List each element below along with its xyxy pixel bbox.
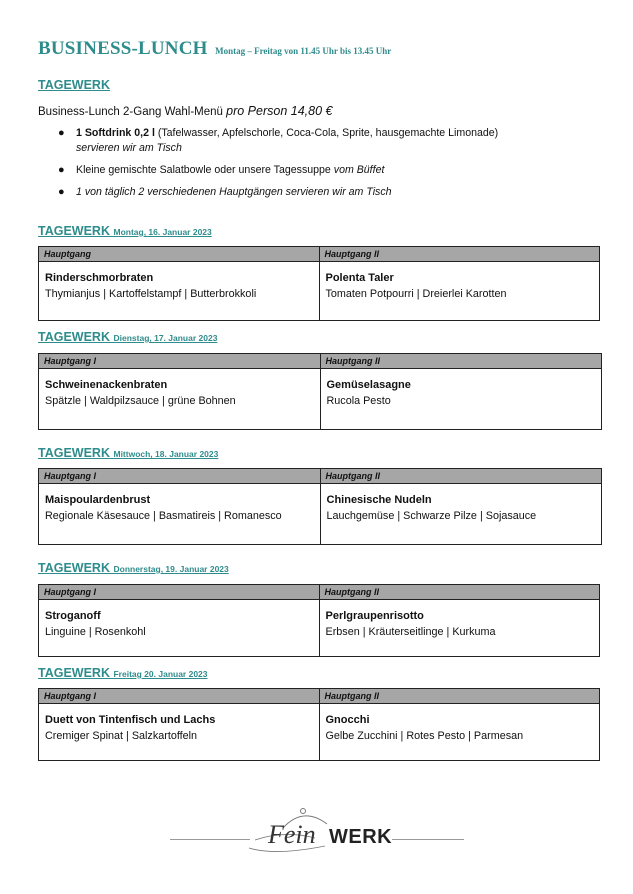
day-label: TAGEWERK — [38, 561, 110, 575]
table-header — [39, 354, 601, 369]
menu-table-wednesday — [38, 468, 602, 545]
dish-sides: Cremiger Spinat | Salzkartoffeln — [45, 730, 198, 742]
table-row — [39, 484, 601, 544]
day-title-tuesday — [38, 330, 217, 344]
day-label: TAGEWERK — [38, 224, 110, 238]
day-title-friday — [38, 666, 208, 680]
salad-soup-buffet: vom Büffet — [333, 164, 385, 176]
main-course-1 — [39, 262, 319, 320]
logo-script-text: Fein — [268, 820, 316, 849]
bullet-icon: ● — [58, 127, 65, 139]
dish-sides: Gelbe Zucchini | Rotes Pesto | Parmesan — [325, 730, 524, 742]
included-items-list — [58, 126, 618, 207]
table-row — [39, 262, 599, 320]
dish-sides: Spätzle | Waldpilzsauce | grüne Bohnen — [45, 395, 236, 407]
intro-text-prefix: Business-Lunch 2-Gang Wahl-Menü — [38, 106, 227, 118]
dish-name: Chinesische Nudeln — [326, 494, 432, 506]
dish-name: Schweinenackenbraten — [45, 379, 168, 391]
footer-divider-right — [392, 839, 464, 840]
day-date: Montag, 16. Januar 2023 — [113, 227, 212, 237]
column-header: Hauptgang I — [44, 691, 96, 701]
menu-table-friday — [38, 688, 600, 761]
day-label: TAGEWERK — [38, 446, 110, 460]
menu-table-thursday — [38, 584, 600, 657]
intro-price: pro Person 14,80 € — [226, 104, 333, 118]
dish-sides: Tomaten Potpourri | Dreierlei Karotten — [325, 288, 507, 300]
dish-sides: Lauchgemüse | Schwarze Pilze | Sojasauce — [326, 510, 537, 522]
page-title: BUSINESS-LUNCH — [38, 38, 208, 59]
dish-name: Maispoulardenbrust — [45, 494, 151, 506]
opening-hours: Montag – Freitag von 11.45 Uhr bis 13.45 Uhr — [215, 46, 392, 56]
table-row — [39, 704, 599, 760]
column-header: Hauptgang — [44, 249, 91, 259]
column-header: Hauptgang II — [319, 247, 600, 261]
list-item — [58, 185, 618, 200]
main-course-2 — [319, 600, 600, 656]
column-header: Hauptgang I — [44, 471, 96, 481]
intro-text — [38, 104, 332, 118]
main-course-1 — [39, 704, 319, 760]
day-label: TAGEWERK — [38, 666, 110, 680]
dish-sides: Linguine | Rosenkohl — [45, 626, 146, 638]
dish-sides: Erbsen | Kräuterseitlinge | Kurkuma — [325, 626, 496, 638]
column-header: Hauptgang II — [319, 585, 600, 599]
footer-divider-left — [170, 839, 250, 840]
dish-name: Duett von Tintenfisch und Lachs — [45, 714, 216, 726]
day-date: Freitag 20. Januar 2023 — [113, 669, 208, 679]
table-header — [39, 585, 599, 600]
day-title-thursday — [38, 561, 229, 575]
main-course-1 — [39, 484, 320, 544]
title-row — [38, 38, 391, 60]
table-header — [39, 247, 599, 262]
column-header: Hauptgang II — [319, 689, 600, 703]
softdrink-service: servieren wir am Tisch — [76, 142, 182, 154]
main-course-2 — [319, 704, 600, 760]
dish-name: Rinderschmorbraten — [45, 272, 154, 284]
dish-name: Perlgraupenrisotto — [325, 610, 424, 622]
main-course-2 — [320, 369, 602, 429]
main-course-1 — [39, 369, 320, 429]
table-header — [39, 689, 599, 704]
list-item — [58, 163, 618, 178]
main-course-2 — [319, 262, 600, 320]
column-header: Hauptgang II — [320, 354, 602, 368]
column-header: Hauptgang I — [44, 356, 96, 366]
day-label: TAGEWERK — [38, 330, 110, 344]
dish-sides: Rucola Pesto — [326, 395, 391, 407]
day-title-monday — [38, 224, 212, 238]
table-row — [39, 369, 601, 429]
day-date: Donnerstag, 19. Januar 2023 — [113, 564, 229, 574]
softdrink-options: (Tafelwasser, Apfelschorle, Coca-Cola, Sprite, hausgemachte Limonade) — [154, 127, 499, 139]
column-header: Hauptgang II — [320, 469, 602, 483]
dish-name: Polenta Taler — [325, 272, 394, 284]
dish-sides: Regionale Käsesauce | Basmatireis | Romanesco — [45, 510, 282, 522]
main-course-2 — [320, 484, 602, 544]
dish-name: Gemüselasagne — [326, 379, 411, 391]
list-item — [58, 126, 618, 156]
softdrink-label: 1 Softdrink 0,2 l — [76, 127, 155, 139]
bullet-icon: ● — [58, 164, 65, 176]
intro-section-title: TAGEWERK — [38, 78, 110, 92]
dish-sides: Thymianjus | Kartoffelstampf | Butterbrokkoli — [45, 288, 257, 300]
menu-table-tuesday — [38, 353, 602, 430]
day-title-wednesday — [38, 446, 218, 460]
salad-soup-text: Kleine gemischte Salatbowle oder unsere Tagessuppe — [76, 164, 334, 176]
table-row — [39, 600, 599, 656]
main-course-text: 1 von täglich 2 verschiedenen Hauptgängen servieren wir am Tisch — [76, 186, 392, 198]
table-header — [39, 469, 601, 484]
day-date: Dienstag, 17. Januar 2023 — [113, 333, 218, 343]
day-date: Mittwoch, 18. Januar 2023 — [113, 449, 219, 459]
logo-bold-text: WERK — [329, 826, 393, 848]
menu-table-monday — [38, 246, 600, 321]
column-header: Hauptgang I — [44, 587, 96, 597]
bullet-icon: ● — [58, 186, 65, 198]
dish-name: Gnocchi — [325, 714, 370, 726]
dish-name: Stroganoff — [45, 610, 101, 622]
main-course-1 — [39, 600, 319, 656]
